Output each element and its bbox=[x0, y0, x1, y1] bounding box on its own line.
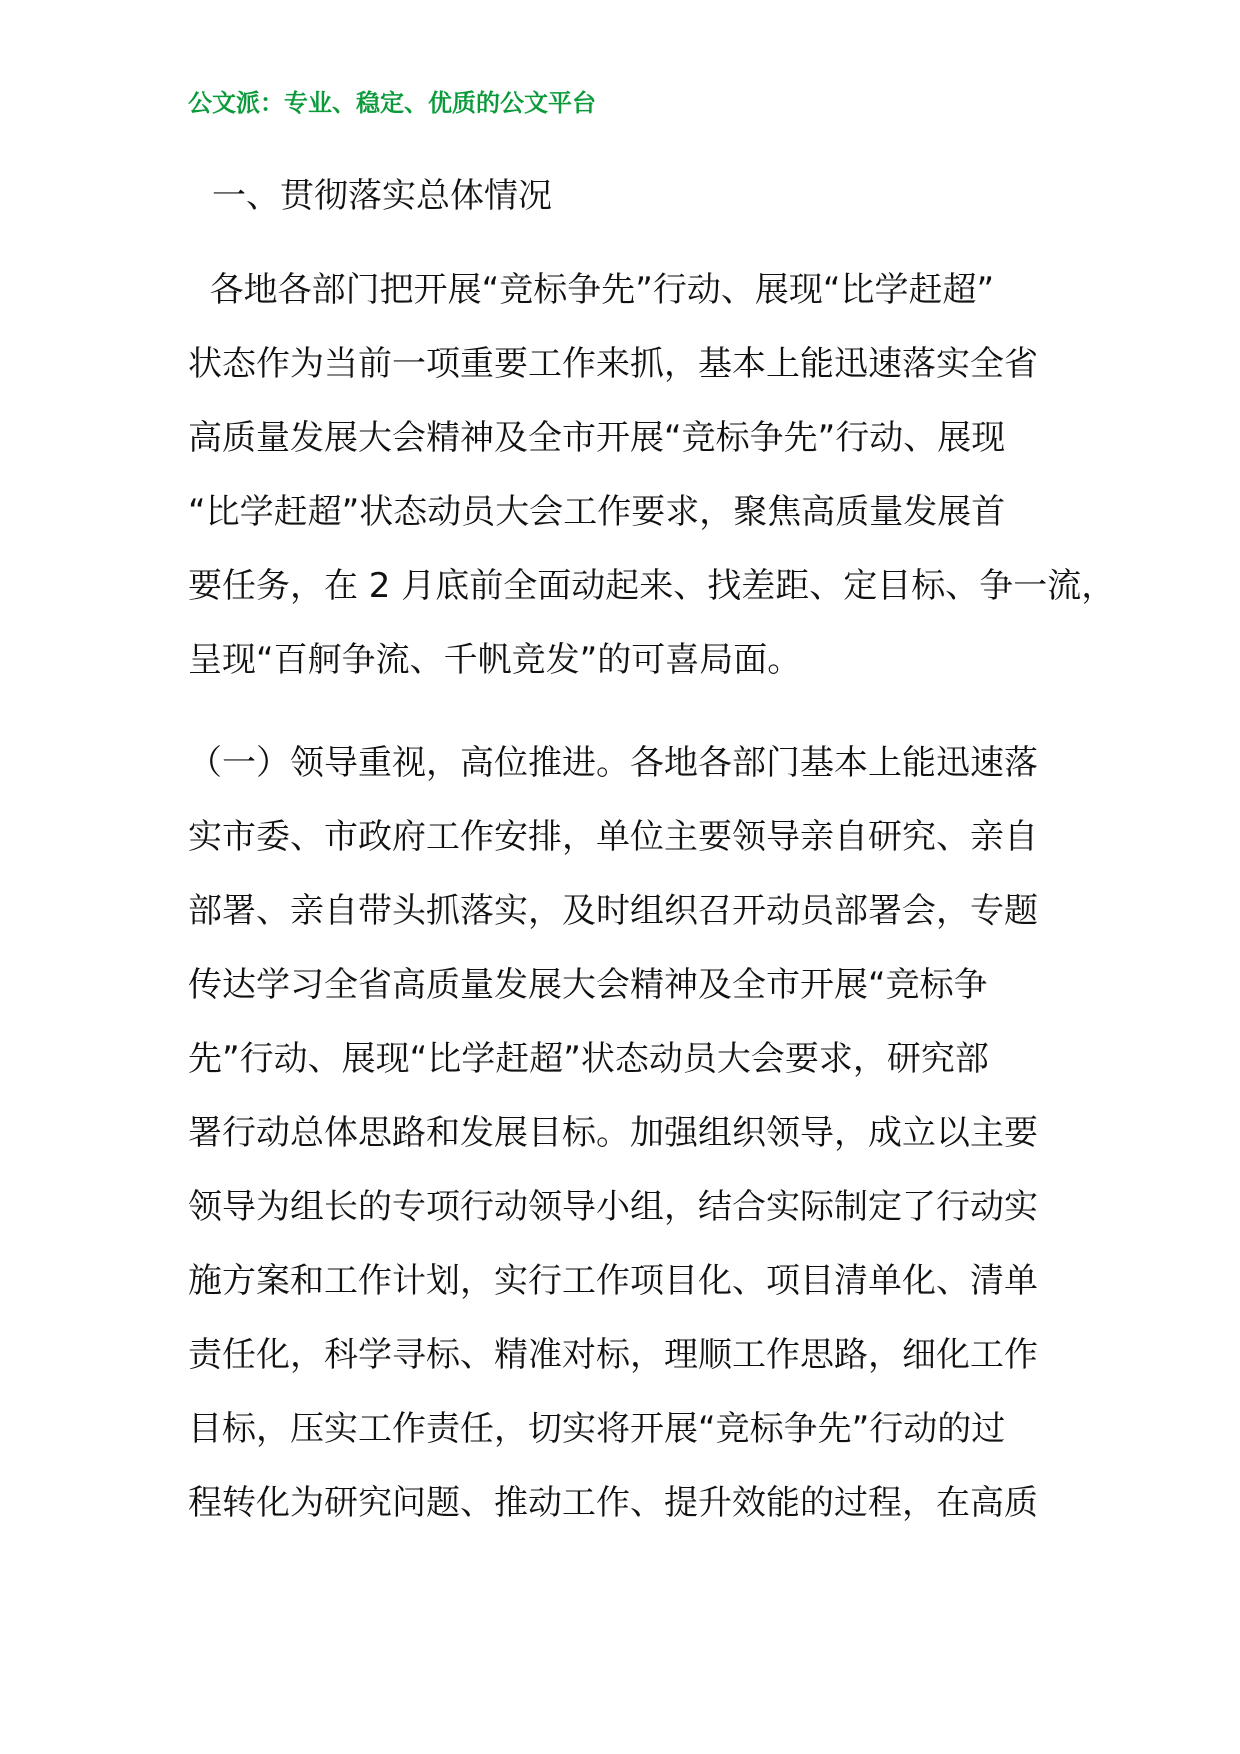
paragraph-line: 传达学习全省高质量发展大会精神及全市开展“竞标争 bbox=[188, 965, 988, 1005]
paragraph-line: （一）领导重视，高位推进。各地各部门基本上能迅速落 bbox=[188, 743, 1038, 783]
paragraph-line: 程转化为研究问题、推动工作、提升效能的过程，在高质 bbox=[188, 1483, 1038, 1523]
section-heading: 一、贯彻落实总体情况 bbox=[212, 176, 552, 216]
paragraph-line: 目标，压实工作责任，切实将开展“竞标争先”行动的过 bbox=[188, 1409, 1006, 1449]
paragraph-leadership bbox=[188, 726, 1088, 1540]
paragraph-line: 施方案和工作计划，实行工作项目化、项目清单化、清单 bbox=[188, 1261, 1038, 1301]
site-header-banner: 公文派：专业、稳定、优质的公文平台 bbox=[188, 89, 596, 117]
paragraph-line: 状态作为当前一项重要工作来抓，基本上能迅速落实全省 bbox=[188, 344, 1038, 384]
paragraph-overall-situation bbox=[188, 253, 1116, 697]
paragraph-line: 高质量发展大会精神及全市开展“竞标争先”行动、展现 bbox=[188, 418, 1006, 458]
paragraph-line: 呈现“百舸争流、千帆竞发”的可喜局面。 bbox=[188, 640, 802, 680]
paragraph-line: 责任化，科学寻标、精准对标，理顺工作思路，细化工作 bbox=[188, 1335, 1038, 1375]
paragraph-line: “比学赶超”状态动员大会工作要求，聚焦高质量发展首 bbox=[188, 492, 1006, 532]
paragraph-line: 先”行动、展现“比学赶超”状态动员大会要求，研究部 bbox=[188, 1039, 989, 1079]
paragraph-line: 领导为组长的专项行动领导小组，结合实际制定了行动实 bbox=[188, 1187, 1038, 1227]
paragraph-line: 署行动总体思路和发展目标。加强组织领导，成立以主要 bbox=[188, 1113, 1038, 1153]
paragraph-line: 部署、亲自带头抓落实，及时组织召开动员部署会，专题 bbox=[188, 891, 1038, 931]
paragraph-line: 要任务，在 2 月底前全面动起来、找差距、定目标、争一流， bbox=[188, 566, 1116, 606]
paragraph-line: 各地各部门把开展“竞标争先”行动、展现“比学赶超” bbox=[188, 270, 995, 310]
paragraph-line: 实市委、市政府工作安排，单位主要领导亲自研究、亲自 bbox=[188, 817, 1038, 857]
